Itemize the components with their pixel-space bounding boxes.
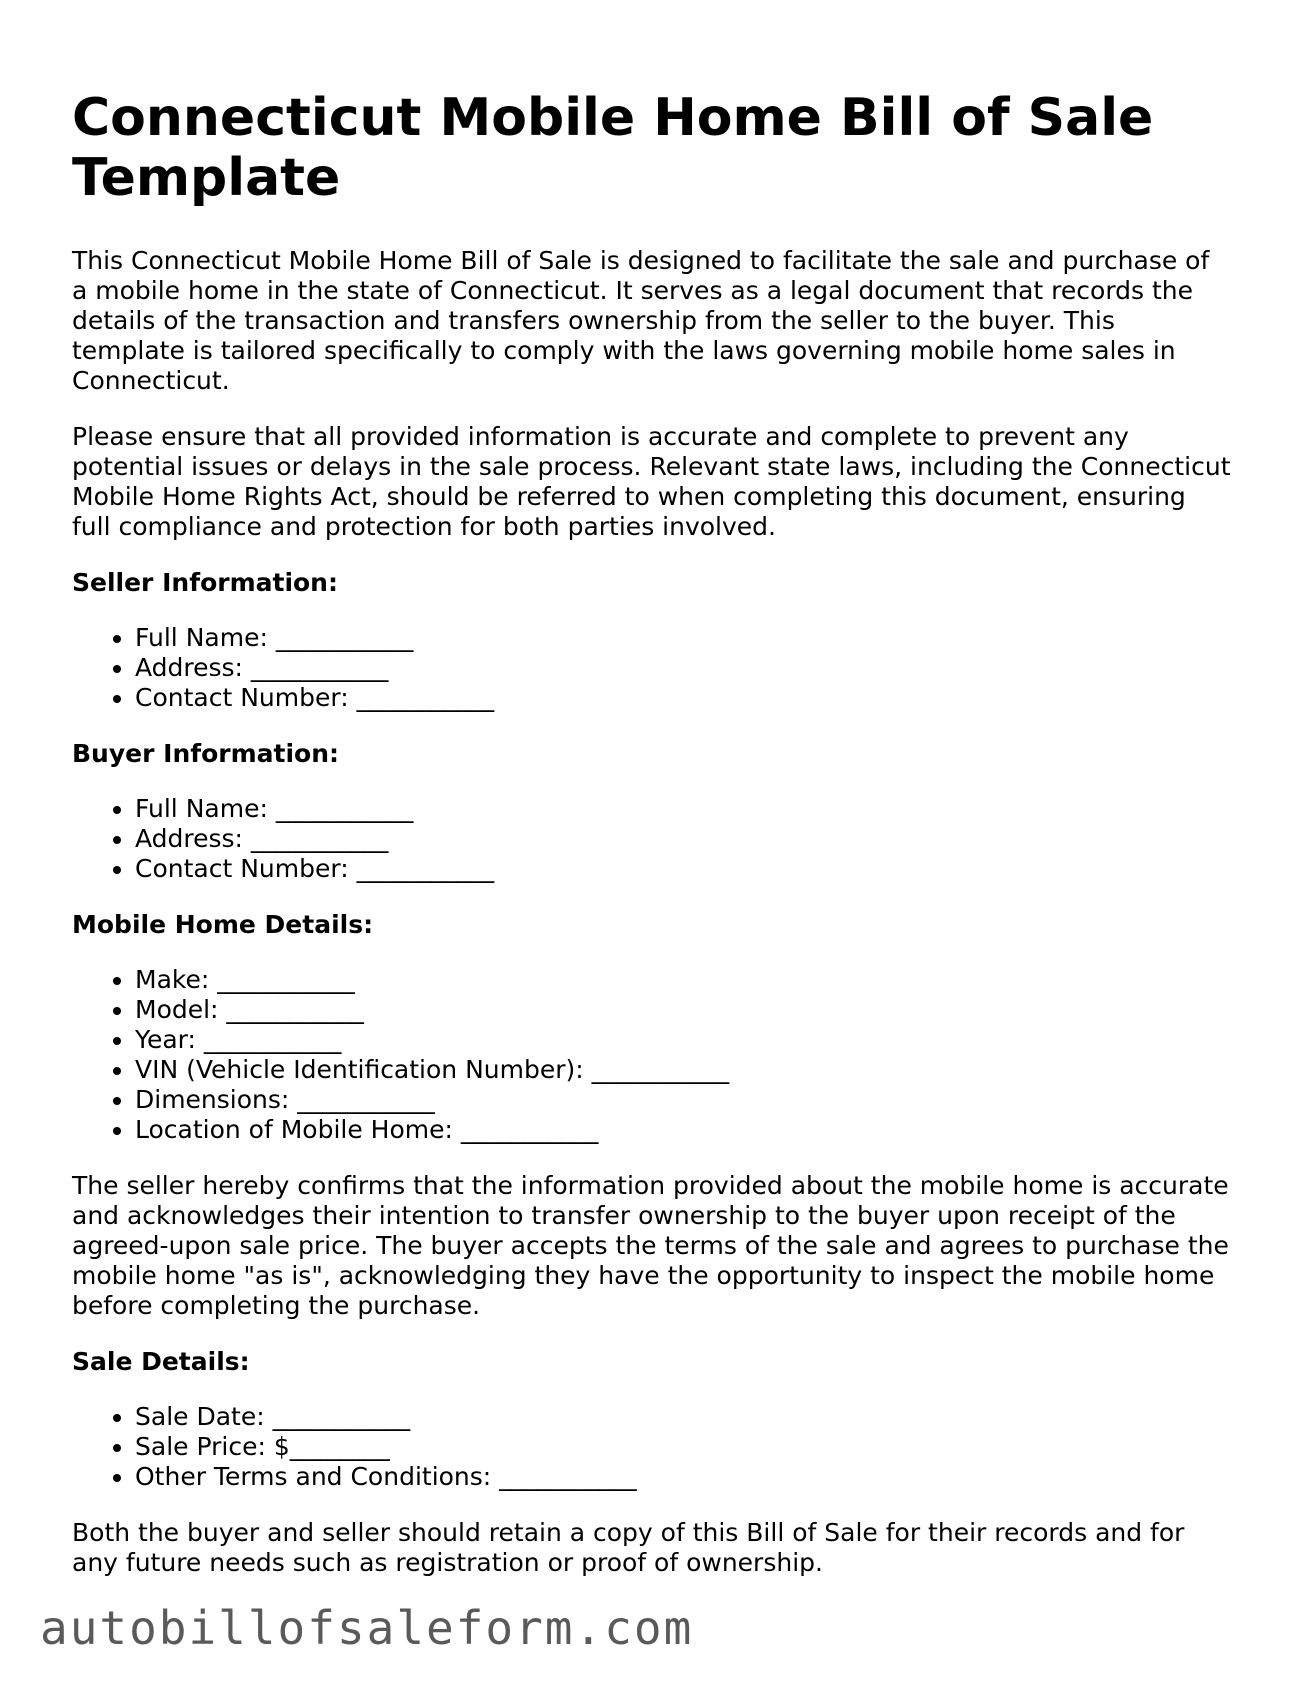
home-vin: • VIN (Vehicle Identification Number): ___________ bbox=[135, 1055, 1232, 1085]
home-make: • Make: ___________ bbox=[135, 965, 1232, 995]
sale-other-terms: • Other Terms and Conditions: ___________ bbox=[135, 1462, 1232, 1492]
watermark-text: autobillofsaleform.com bbox=[40, 1601, 694, 1655]
seller-list bbox=[72, 623, 1232, 713]
closing-paragraph: Both the buyer and seller should retain a copy of this Bill of Sale for their records and for any future needs such as registration or proof of ownership. bbox=[72, 1518, 1185, 1577]
buyer-full-name: • Full Name: ___________ bbox=[135, 794, 1232, 824]
seller-full-name: • Full Name: ___________ bbox=[135, 623, 1232, 653]
home-dimensions: • Dimensions: ___________ bbox=[135, 1085, 1232, 1115]
buyer-address: • Address: ___________ bbox=[135, 824, 1232, 854]
document-title: Connecticut Mobile Home Bill of Sale Template bbox=[72, 88, 1154, 208]
home-details-heading: Mobile Home Details: bbox=[72, 910, 374, 939]
sale-price: • Sale Price: $________ bbox=[135, 1432, 1232, 1462]
home-model: • Model: ___________ bbox=[135, 995, 1232, 1025]
document-page bbox=[72, 88, 1232, 1604]
confirmation-paragraph: The seller hereby confirms that the information provided about the mobile home is accurate and acknowledges their intention to transfer ownership to the buyer upon receipt of the agreed-upon sale price. The buyer accepts the terms of the sale and agrees to purchase the mobile home "as is", acknowledging they have the opportunity to inspect the mobile home before completing the purchase. bbox=[72, 1171, 1229, 1320]
buyer-list bbox=[72, 794, 1232, 884]
home-details-list bbox=[72, 965, 1232, 1145]
seller-contact-number: • Contact Number: ___________ bbox=[135, 683, 1232, 713]
sale-date: • Sale Date: ___________ bbox=[135, 1402, 1232, 1432]
buyer-heading: Buyer Information: bbox=[72, 739, 340, 768]
intro-paragraph: This Connecticut Mobile Home Bill of Sale is designed to facilitate the sale and purchase of a mobile home in the state of Connecticut. It serves as a legal document that records the details of the transaction and transfers ownership from the seller to the buyer. This template is tailored specifically to comply with the laws governing mobile home sales in Connecticut. bbox=[72, 246, 1210, 395]
seller-heading: Seller Information: bbox=[72, 568, 338, 597]
sale-details-list bbox=[72, 1402, 1232, 1492]
home-year: • Year: ___________ bbox=[135, 1025, 1232, 1055]
sale-details-heading: Sale Details: bbox=[72, 1347, 250, 1376]
buyer-contact-number: • Contact Number: ___________ bbox=[135, 854, 1232, 884]
compliance-paragraph: Please ensure that all provided information is accurate and complete to prevent any potential issues or delays in the sale process. Relevant state laws, including the Connecticut Mobile Home Rights Act, should be referred to when completing this document, ensuring full compliance and protection for both parties involved. bbox=[72, 422, 1231, 541]
home-location: • Location of Mobile Home: ___________ bbox=[135, 1115, 1232, 1145]
seller-address: • Address: ___________ bbox=[135, 653, 1232, 683]
